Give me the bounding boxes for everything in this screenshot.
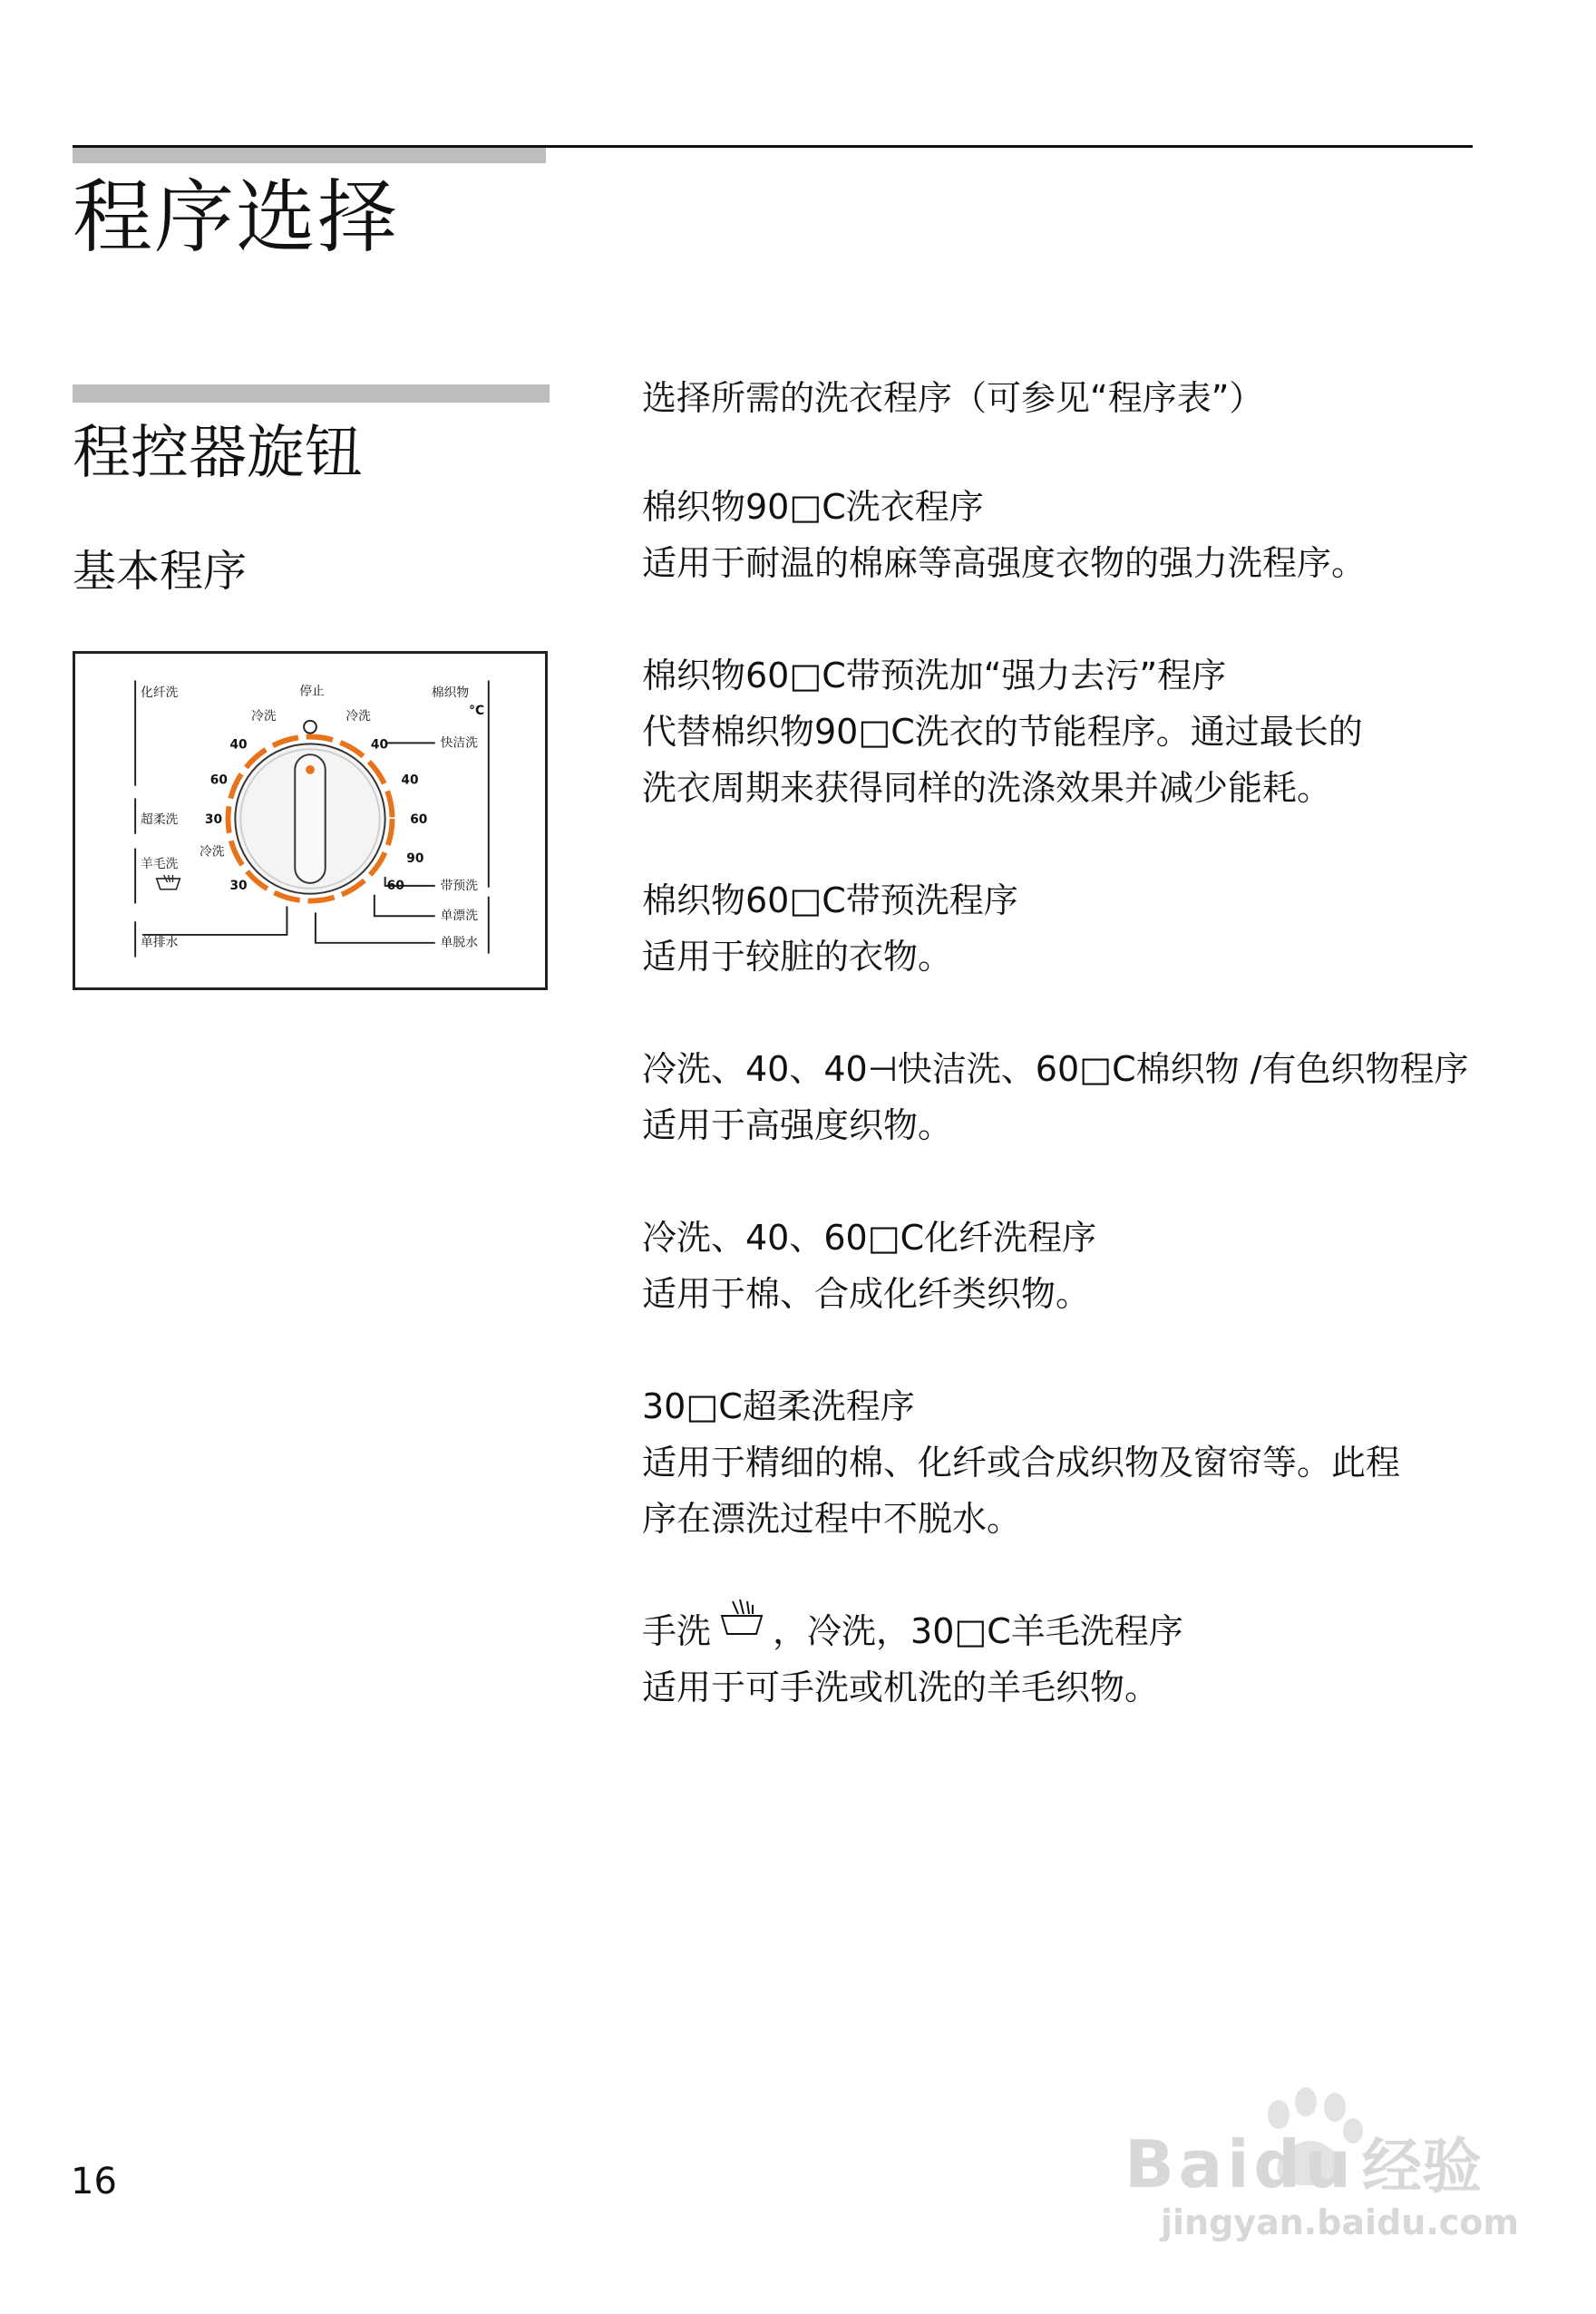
dial-label-delicate: 超柔洗 bbox=[141, 812, 179, 827]
dial-temp-right-90: 90 bbox=[406, 851, 424, 867]
dial-label-spin: 单脱水 bbox=[440, 935, 478, 950]
program-title: 冷洗、40、60□C化纤洗程序 bbox=[642, 1218, 1097, 1258]
dial-label-cotton: 棉织物 bbox=[431, 685, 470, 701]
baidu-jingyan-watermark bbox=[1124, 2051, 1523, 2241]
program-desc: 洗衣周期来获得同样的洗涤效果并减少能耗。 bbox=[642, 768, 1332, 808]
program-item bbox=[642, 1041, 1549, 1153]
program-title: 30□C超柔洗程序 bbox=[642, 1386, 915, 1426]
handwash-icon bbox=[715, 1598, 769, 1641]
program-desc: 适用于较脏的衣物。 bbox=[642, 937, 953, 977]
dial-label-quick: 快洁洗 bbox=[440, 735, 478, 751]
dial-label-cold-wool: 冷洗 bbox=[199, 844, 225, 860]
program-item-handwash bbox=[642, 1603, 1549, 1716]
section-subtitle: 程控器旋钮 bbox=[73, 420, 363, 487]
program-item bbox=[642, 479, 1549, 591]
dial-label-drain: 单排水 bbox=[141, 935, 179, 950]
page-number: 16 bbox=[71, 2161, 117, 2202]
program-title: 冷洗、40、40⊣快洁洗、60□C棉织物 /有色织物程序 bbox=[642, 1049, 1469, 1089]
program-item bbox=[642, 647, 1549, 816]
program-item bbox=[642, 872, 1549, 985]
program-desc: 适用于耐温的棉麻等高强度衣物的强力洗程序。 bbox=[642, 543, 1367, 583]
program-dial-illustration bbox=[73, 651, 548, 990]
intro-text: 选择所需的洗衣程序（可参见“程序表”） bbox=[642, 378, 1264, 418]
program-title: 棉织物90□C洗衣程序 bbox=[642, 487, 984, 527]
program-desc: 代替棉织物90□C洗衣的节能程序。通过最长的 bbox=[642, 712, 1363, 752]
program-descriptions bbox=[642, 370, 1549, 1772]
handwash-prefix: 手洗 bbox=[642, 1611, 712, 1651]
dial-temp-left-30-wool: 30 bbox=[229, 878, 248, 893]
handwash-basin-icon bbox=[157, 875, 180, 890]
program-desc: 适用于高强度织物。 bbox=[642, 1105, 953, 1145]
dial-label-cold-right: 冷洗 bbox=[345, 708, 371, 724]
program-title: 棉织物60□C带预洗程序 bbox=[642, 880, 1018, 920]
dial-label-cold-left: 冷洗 bbox=[251, 708, 277, 724]
header-rule-black bbox=[73, 145, 1473, 148]
header-rule-grey bbox=[73, 147, 546, 163]
dial-temp-left-40: 40 bbox=[229, 737, 248, 753]
dial-label-synthetic: 化纤洗 bbox=[141, 685, 179, 701]
program-desc: 适用于棉、合成化纤类织物。 bbox=[642, 1274, 1091, 1314]
section-rule-grey bbox=[73, 384, 550, 403]
section-heading: 基本程序 bbox=[73, 546, 248, 597]
program-desc: 序在漂洗过程中不脱水。 bbox=[642, 1499, 1022, 1539]
dial-label-stop: 停止 bbox=[299, 684, 325, 699]
program-desc: 适用于精细的棉、化纤或合成织物及窗帘等。此程 bbox=[642, 1443, 1401, 1483]
dial-temp-right-40: 40 bbox=[401, 773, 419, 788]
program-item bbox=[642, 1378, 1549, 1547]
watermark-url: jingyan.baidu.com bbox=[1161, 2202, 1519, 2241]
dial-temp-right-60: 60 bbox=[410, 812, 428, 827]
program-item bbox=[642, 1210, 1549, 1322]
dial-label-rinse: 单漂洗 bbox=[440, 909, 478, 924]
dial-temp-right-60-prewash: 60 bbox=[386, 878, 404, 893]
dial-label-prewash: 带预洗 bbox=[440, 878, 478, 893]
dial-temp-right-40-quick: 40 bbox=[370, 737, 389, 753]
program-dial-svg bbox=[75, 654, 545, 987]
handwash-suffix: ，冷洗，30□C羊毛洗程序 bbox=[773, 1611, 1183, 1651]
page-title: 程序选择 bbox=[73, 170, 400, 264]
dial-label-wool: 羊毛洗 bbox=[141, 857, 179, 872]
dial-temp-left-60: 60 bbox=[209, 773, 228, 788]
watermark-product: 经验 bbox=[1362, 2132, 1482, 2202]
dial-label-celsius: °C bbox=[469, 703, 485, 718]
program-title: 棉织物60□C带预洗加“强力去污”程序 bbox=[642, 656, 1227, 695]
program-title bbox=[642, 1603, 1549, 1659]
dial-temp-left-30-delicate: 30 bbox=[204, 812, 223, 827]
watermark-brand: Baidu bbox=[1124, 2126, 1351, 2202]
program-desc: 适用于可手洗或机洗的羊毛织物。 bbox=[642, 1667, 1160, 1707]
